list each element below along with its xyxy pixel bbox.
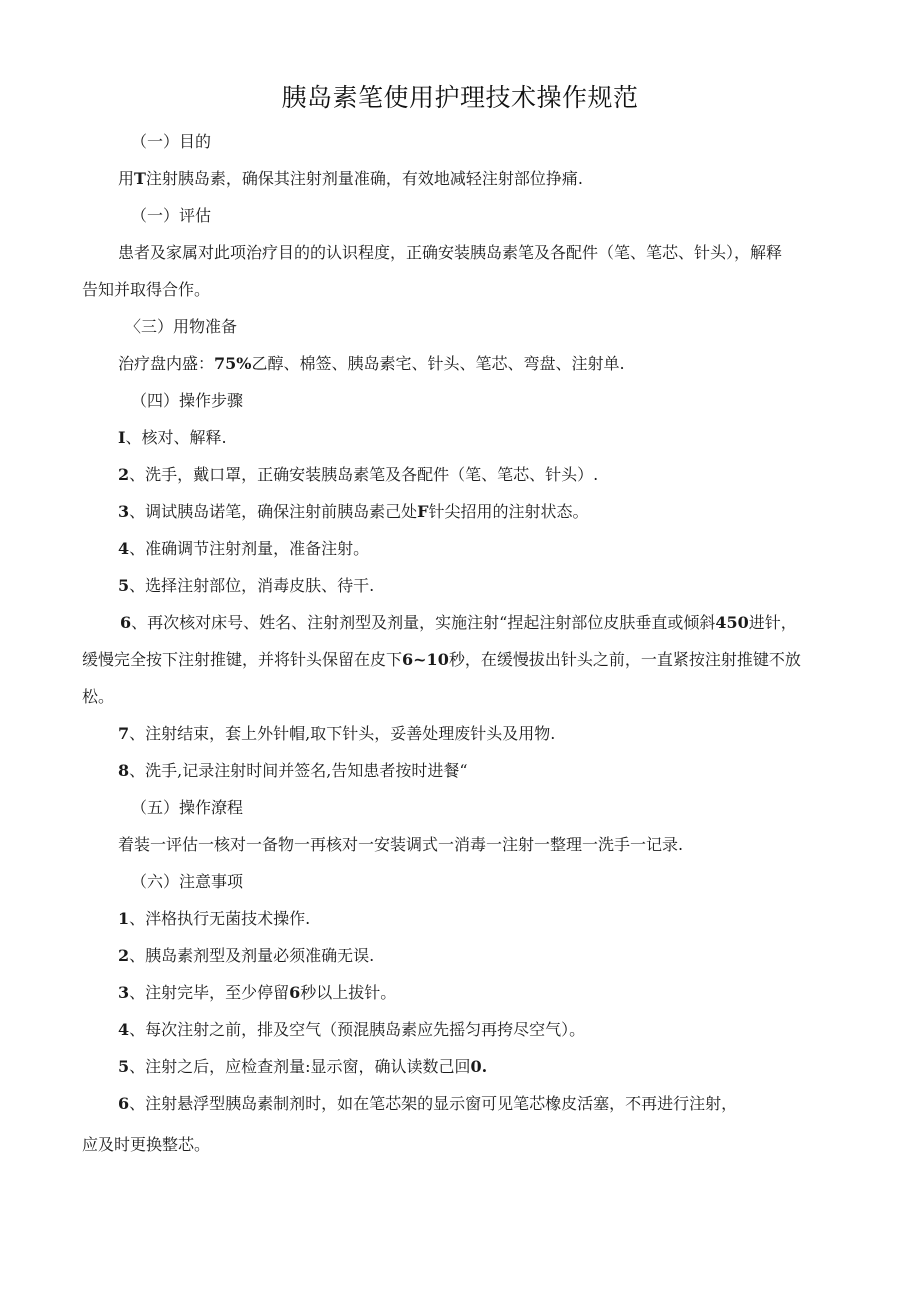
supplies-paragraph	[118, 353, 625, 375]
item-text: 、每次注射之前，排及空气（预混胰岛素应先摇匀再挎尽空气）。	[129, 1020, 586, 1039]
step-number: 8	[118, 761, 130, 780]
procedure-step-2	[118, 464, 598, 486]
precaution-item-2	[118, 945, 374, 967]
step-text-bold: 450	[715, 613, 749, 632]
precaution-item-5	[118, 1056, 487, 1078]
item-number: 4	[118, 1020, 130, 1039]
assessment-paragraph-line2: 告知并取得合作。	[82, 280, 211, 299]
step-number: 7	[118, 724, 130, 743]
section-heading-workflow: （五）操作潦程	[131, 798, 244, 817]
step-number: 5	[118, 576, 130, 595]
precaution-item-6-line1	[118, 1093, 737, 1115]
assessment-paragraph-line1: 患者及家属对此项治疗目的的认识程度，正确安装胰岛素笔及各配件（笔、笔芯、针头），解释	[118, 243, 783, 262]
purpose-paragraph	[118, 168, 583, 190]
step-text: 、调试胰岛诺笔，确保注射前胰岛素己处	[129, 502, 418, 521]
item-text: 、注射之后，应检查剂量:显示窗，确认读数己回	[129, 1057, 471, 1076]
text-run-bold: 75%	[214, 354, 252, 373]
section-heading-supplies: 〈三）用物准备	[125, 317, 238, 336]
step-text: 、注射结束，套上外针帽,取下针头，妥善处理废针头及用物.	[129, 724, 556, 743]
step-text: 、再次核对床号、姓名、注射剂型及剂量，实施注射“捏起注射部位皮肤垂直或倾斜	[131, 613, 716, 632]
section-heading-purpose: （一）目的	[131, 132, 212, 151]
step-text: 、准确调节注射剂量，准备注射。	[129, 539, 370, 558]
item-text-bold: 0.	[470, 1057, 488, 1076]
step-text: 、洗手,记录注射时间并签名,告知患者按时进餐“	[129, 761, 468, 780]
procedure-step-4	[118, 538, 369, 560]
step-text: 、洗手，戴口罩，正确安装胰岛素笔及各配件（笔、笔芯、针头）.	[129, 465, 599, 484]
precaution-item-6-line2: 应及时更换整芯。	[82, 1135, 211, 1154]
procedure-step-6-line2	[82, 649, 801, 671]
text-run: 治疗盘内盛：	[118, 354, 215, 373]
item-number: 6	[118, 1094, 130, 1113]
text-run: 乙醇、棉签、胰岛素宅、针头、笔芯、弯盘、注射单.	[251, 354, 625, 373]
procedure-step-5	[118, 575, 374, 597]
procedure-step-8	[118, 760, 468, 782]
step-text: 进针，	[748, 613, 797, 632]
step-number: 6	[120, 613, 132, 632]
procedure-step-6-line1	[120, 612, 797, 634]
step-text: 针尖招用的注射状态。	[428, 502, 589, 521]
step-number: 3	[118, 502, 130, 521]
procedure-step-6-line3: 松。	[82, 687, 115, 706]
precaution-item-1	[118, 908, 310, 930]
item-text: 、胰岛素剂型及剂量必须准确无误.	[129, 946, 375, 965]
section-heading-assessment: （一）评估	[131, 206, 212, 225]
text-run-bold: T	[134, 169, 146, 188]
item-text: 、注射悬浮型胰岛素制剂时，如在笔芯架的显示窗可见笔芯橡皮活塞，不再进行注射，	[129, 1094, 738, 1113]
step-text: 秒，在缓慢拔出针头之前，一直紧按注射推键不放	[448, 650, 801, 669]
item-number: 3	[118, 983, 130, 1002]
procedure-step-1	[118, 427, 227, 449]
precaution-item-3	[118, 982, 396, 1004]
item-text: 秒以上拔针。	[300, 983, 397, 1002]
procedure-step-3	[118, 501, 589, 523]
item-number: 5	[118, 1057, 130, 1076]
page-title: 胰岛素笔使用护理技术操作规范	[281, 83, 639, 112]
step-text-bold: 6~10	[402, 650, 449, 669]
step-number: 4	[118, 539, 130, 558]
step-number: I	[118, 428, 126, 447]
step-text: 缓慢完全按下注射推键，并将针头保留在皮下	[82, 650, 403, 669]
precaution-item-4	[118, 1019, 585, 1041]
step-number: 2	[118, 465, 130, 484]
step-text: 、选择注射部位，消毒皮肤、待干.	[129, 576, 375, 595]
section-heading-procedure: （四）操作步骤	[131, 391, 244, 410]
item-text: 、注射完毕，至少停留	[129, 983, 290, 1002]
item-number: 2	[118, 946, 130, 965]
section-heading-precautions: （六）注意事项	[131, 872, 244, 891]
workflow-paragraph: 着装一评估一核对一备物一再核对一安装调式一消毒一注射一整理一洗手一记录.	[118, 835, 684, 854]
item-text: 、泮格执行无菌技术操作.	[129, 909, 311, 928]
text-run: 用	[118, 169, 135, 188]
step-text-bold: F	[417, 502, 429, 521]
step-text: 、核对、解释.	[125, 428, 227, 447]
item-number: 1	[118, 909, 130, 928]
item-text-bold: 6	[289, 983, 301, 1002]
text-run: 注射胰岛素，确保其注射剂量准确，有效地减轻注射部位挣痛.	[145, 169, 584, 188]
procedure-step-7	[118, 723, 555, 745]
